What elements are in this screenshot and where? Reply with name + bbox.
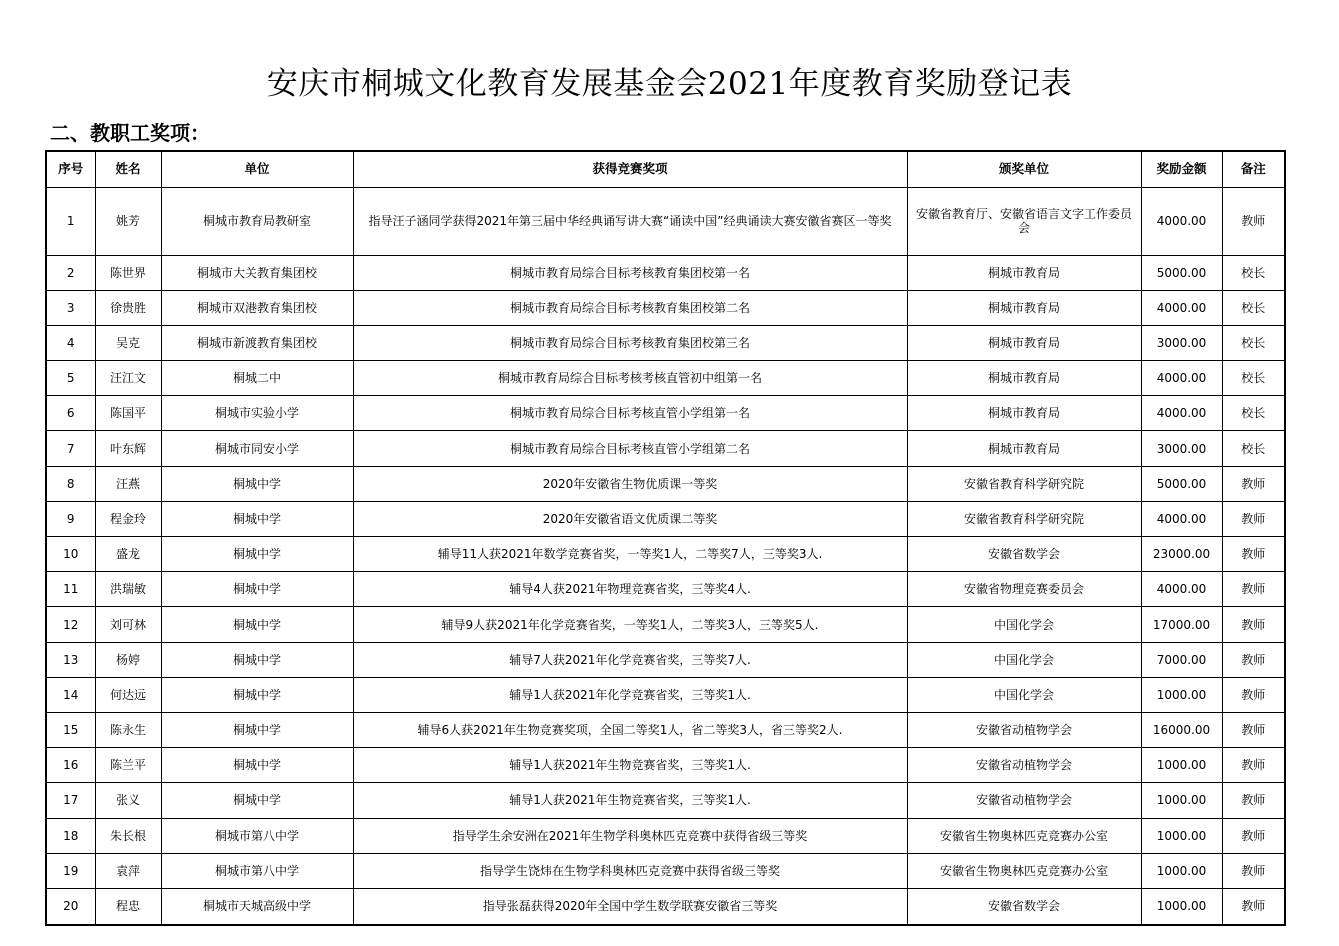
cell-unit: 桐城市第八中学 <box>161 853 353 888</box>
cell-unit: 桐城中学 <box>161 712 353 747</box>
header-index: 序号 <box>46 151 95 187</box>
cell-name: 姚芳 <box>95 187 161 255</box>
cell-amount: 7000.00 <box>1141 642 1222 677</box>
cell-amount: 23000.00 <box>1141 537 1222 572</box>
cell-unit: 桐城中学 <box>161 466 353 501</box>
cell-remark: 教师 <box>1222 712 1285 747</box>
table-row <box>46 325 1285 360</box>
header-award: 获得竞赛奖项 <box>353 151 907 187</box>
cell-unit: 桐城市实验小学 <box>161 396 353 431</box>
cell-unit: 桐城中学 <box>161 642 353 677</box>
cell-unit: 桐城市天城高级中学 <box>161 888 353 925</box>
table-row <box>46 818 1285 853</box>
header-name: 姓名 <box>95 151 161 187</box>
table-row <box>46 572 1285 607</box>
cell-index: 5 <box>46 361 95 396</box>
cell-award: 指导学生余安洲在2021年生物学科奥林匹克竞赛中获得省级三等奖 <box>353 818 907 853</box>
cell-unit: 桐城中学 <box>161 783 353 818</box>
cell-amount: 4000.00 <box>1141 187 1222 255</box>
cell-issuer: 桐城市教育局 <box>907 431 1141 466</box>
award-register-table <box>45 150 1286 926</box>
table-row <box>46 677 1285 712</box>
cell-remark: 教师 <box>1222 748 1285 783</box>
cell-unit: 桐城二中 <box>161 361 353 396</box>
table-body <box>46 187 1285 925</box>
cell-index: 18 <box>46 818 95 853</box>
cell-issuer: 安徽省物理竞赛委员会 <box>907 572 1141 607</box>
cell-amount: 1000.00 <box>1141 818 1222 853</box>
cell-remark: 教师 <box>1222 466 1285 501</box>
cell-index: 20 <box>46 888 95 925</box>
cell-award: 辅导6人获2021年生物竞赛奖项，全国二等奖1人，省二等奖3人，省三等奖2人. <box>353 712 907 747</box>
cell-remark: 教师 <box>1222 888 1285 925</box>
table-header-row <box>46 151 1285 187</box>
cell-name: 朱长根 <box>95 818 161 853</box>
cell-index: 19 <box>46 853 95 888</box>
table-row <box>46 396 1285 431</box>
cell-award: 辅导1人获2021年生物竞赛省奖，三等奖1人. <box>353 783 907 818</box>
cell-award: 辅导7人获2021年化学竞赛省奖，三等奖7人. <box>353 642 907 677</box>
cell-award: 辅导9人获2021年化学竞赛省奖，一等奖1人，二等奖3人，三等奖5人. <box>353 607 907 642</box>
cell-award: 辅导1人获2021年生物竞赛省奖，三等奖1人. <box>353 748 907 783</box>
cell-award: 指导张磊获得2020年全国中学生数学联赛安徽省三等奖 <box>353 888 907 925</box>
cell-index: 9 <box>46 501 95 536</box>
cell-index: 7 <box>46 431 95 466</box>
cell-issuer: 安徽省数学会 <box>907 888 1141 925</box>
cell-issuer: 中国化学会 <box>907 677 1141 712</box>
cell-remark: 校长 <box>1222 255 1285 290</box>
cell-index: 11 <box>46 572 95 607</box>
cell-remark: 校长 <box>1222 396 1285 431</box>
table-row <box>46 783 1285 818</box>
cell-amount: 5000.00 <box>1141 255 1222 290</box>
cell-name: 陈兰平 <box>95 748 161 783</box>
cell-index: 13 <box>46 642 95 677</box>
cell-remark: 教师 <box>1222 572 1285 607</box>
cell-amount: 5000.00 <box>1141 466 1222 501</box>
cell-remark: 校长 <box>1222 361 1285 396</box>
cell-award: 桐城市教育局综合目标考核教育集团校第一名 <box>353 255 907 290</box>
cell-remark: 教师 <box>1222 853 1285 888</box>
cell-award: 指导学生饶炜在生物学科奥林匹克竞赛中获得省级三等奖 <box>353 853 907 888</box>
cell-name: 陈世界 <box>95 255 161 290</box>
cell-index: 6 <box>46 396 95 431</box>
cell-amount: 4000.00 <box>1141 361 1222 396</box>
cell-amount: 3000.00 <box>1141 431 1222 466</box>
cell-award: 桐城市教育局综合目标考核直管小学组第二名 <box>353 431 907 466</box>
cell-amount: 4000.00 <box>1141 290 1222 325</box>
cell-unit: 桐城中学 <box>161 748 353 783</box>
cell-unit: 桐城中学 <box>161 677 353 712</box>
table-row <box>46 642 1285 677</box>
cell-unit: 桐城市大关教育集团校 <box>161 255 353 290</box>
cell-issuer: 桐城市教育局 <box>907 290 1141 325</box>
cell-index: 4 <box>46 325 95 360</box>
cell-name: 张义 <box>95 783 161 818</box>
cell-amount: 1000.00 <box>1141 888 1222 925</box>
cell-remark: 校长 <box>1222 325 1285 360</box>
header-unit: 单位 <box>161 151 353 187</box>
table-row <box>46 888 1285 925</box>
cell-issuer: 安徽省教育科学研究院 <box>907 466 1141 501</box>
cell-issuer: 安徽省教育科学研究院 <box>907 501 1141 536</box>
cell-issuer: 安徽省动植物学会 <box>907 712 1141 747</box>
cell-issuer: 安徽省教育厅、安徽省语言文字工作委员会 <box>907 187 1141 255</box>
cell-unit: 桐城中学 <box>161 607 353 642</box>
header-remark: 备注 <box>1222 151 1285 187</box>
table-row <box>46 537 1285 572</box>
cell-issuer: 桐城市教育局 <box>907 255 1141 290</box>
cell-index: 15 <box>46 712 95 747</box>
cell-amount: 3000.00 <box>1141 325 1222 360</box>
header-issuer: 颁奖单位 <box>907 151 1141 187</box>
cell-name: 盛龙 <box>95 537 161 572</box>
cell-issuer: 中国化学会 <box>907 607 1141 642</box>
cell-index: 1 <box>46 187 95 255</box>
table-row <box>46 187 1285 255</box>
cell-award: 辅导11人获2021年数学竞赛省奖，一等奖1人，二等奖7人，三等奖3人. <box>353 537 907 572</box>
cell-unit: 桐城市同安小学 <box>161 431 353 466</box>
cell-issuer: 安徽省动植物学会 <box>907 748 1141 783</box>
cell-unit: 桐城中学 <box>161 537 353 572</box>
cell-amount: 4000.00 <box>1141 396 1222 431</box>
cell-issuer: 安徽省生物奥林匹克竞赛办公室 <box>907 853 1141 888</box>
cell-index: 12 <box>46 607 95 642</box>
cell-issuer: 安徽省数学会 <box>907 537 1141 572</box>
cell-unit: 桐城中学 <box>161 572 353 607</box>
cell-award: 桐城市教育局综合目标考核考核直管初中组第一名 <box>353 361 907 396</box>
cell-index: 14 <box>46 677 95 712</box>
cell-issuer: 安徽省生物奥林匹克竞赛办公室 <box>907 818 1141 853</box>
cell-index: 17 <box>46 783 95 818</box>
cell-award: 2020年安徽省语文优质课二等奖 <box>353 501 907 536</box>
table-row <box>46 748 1285 783</box>
cell-amount: 1000.00 <box>1141 853 1222 888</box>
cell-remark: 教师 <box>1222 607 1285 642</box>
table-row <box>46 501 1285 536</box>
cell-unit: 桐城市双港教育集团校 <box>161 290 353 325</box>
cell-name: 汪燕 <box>95 466 161 501</box>
cell-issuer: 桐城市教育局 <box>907 396 1141 431</box>
cell-name: 杨婷 <box>95 642 161 677</box>
cell-name: 洪瑞敏 <box>95 572 161 607</box>
cell-index: 10 <box>46 537 95 572</box>
cell-name: 程忠 <box>95 888 161 925</box>
cell-name: 徐贵胜 <box>95 290 161 325</box>
cell-award: 桐城市教育局综合目标考核教育集团校第二名 <box>353 290 907 325</box>
cell-remark: 教师 <box>1222 501 1285 536</box>
cell-remark: 教师 <box>1222 537 1285 572</box>
cell-issuer: 桐城市教育局 <box>907 361 1141 396</box>
table-row <box>46 607 1285 642</box>
cell-remark: 教师 <box>1222 642 1285 677</box>
table-row <box>46 361 1285 396</box>
table-row <box>46 255 1285 290</box>
table-row <box>46 290 1285 325</box>
table-row <box>46 853 1285 888</box>
cell-issuer: 中国化学会 <box>907 642 1141 677</box>
cell-award: 桐城市教育局综合目标考核直管小学组第一名 <box>353 396 907 431</box>
cell-remark: 教师 <box>1222 187 1285 255</box>
cell-unit: 桐城市新渡教育集团校 <box>161 325 353 360</box>
cell-unit: 桐城市教育局教研室 <box>161 187 353 255</box>
table-row <box>46 466 1285 501</box>
cell-award: 辅导1人获2021年化学竞赛省奖，三等奖1人. <box>353 677 907 712</box>
cell-name: 陈永生 <box>95 712 161 747</box>
cell-index: 3 <box>46 290 95 325</box>
cell-name: 叶东辉 <box>95 431 161 466</box>
cell-index: 2 <box>46 255 95 290</box>
cell-name: 刘可林 <box>95 607 161 642</box>
cell-award: 指导汪子涵同学获得2021年第三届中华经典诵写讲大赛“诵读中国”经典诵读大赛安徽省赛区一等奖 <box>353 187 907 255</box>
cell-amount: 16000.00 <box>1141 712 1222 747</box>
cell-remark: 教师 <box>1222 677 1285 712</box>
cell-issuer: 安徽省动植物学会 <box>907 783 1141 818</box>
table-row <box>46 712 1285 747</box>
cell-name: 何达远 <box>95 677 161 712</box>
header-amount: 奖励金额 <box>1141 151 1222 187</box>
cell-award: 桐城市教育局综合目标考核教育集团校第三名 <box>353 325 907 360</box>
cell-name: 吴克 <box>95 325 161 360</box>
section-heading: 二、教职工奖项： <box>50 121 210 145</box>
cell-amount: 1000.00 <box>1141 783 1222 818</box>
cell-name: 陈国平 <box>95 396 161 431</box>
cell-name: 袁萍 <box>95 853 161 888</box>
cell-index: 16 <box>46 748 95 783</box>
cell-award: 2020年安徽省生物优质课一等奖 <box>353 466 907 501</box>
table-row <box>46 431 1285 466</box>
page-title: 安庆市桐城文化教育发展基金会2021年度教育奖励登记表 <box>266 66 1073 102</box>
cell-unit: 桐城中学 <box>161 501 353 536</box>
cell-remark: 教师 <box>1222 818 1285 853</box>
cell-amount: 4000.00 <box>1141 501 1222 536</box>
cell-amount: 17000.00 <box>1141 607 1222 642</box>
cell-amount: 1000.00 <box>1141 677 1222 712</box>
cell-remark: 校长 <box>1222 431 1285 466</box>
cell-amount: 1000.00 <box>1141 748 1222 783</box>
cell-name: 汪江文 <box>95 361 161 396</box>
cell-remark: 校长 <box>1222 290 1285 325</box>
cell-issuer: 桐城市教育局 <box>907 325 1141 360</box>
cell-amount: 4000.00 <box>1141 572 1222 607</box>
cell-unit: 桐城市第八中学 <box>161 818 353 853</box>
cell-remark: 教师 <box>1222 783 1285 818</box>
cell-index: 8 <box>46 466 95 501</box>
cell-name: 程金玲 <box>95 501 161 536</box>
cell-award: 辅导4人获2021年物理竞赛省奖，三等奖4人. <box>353 572 907 607</box>
